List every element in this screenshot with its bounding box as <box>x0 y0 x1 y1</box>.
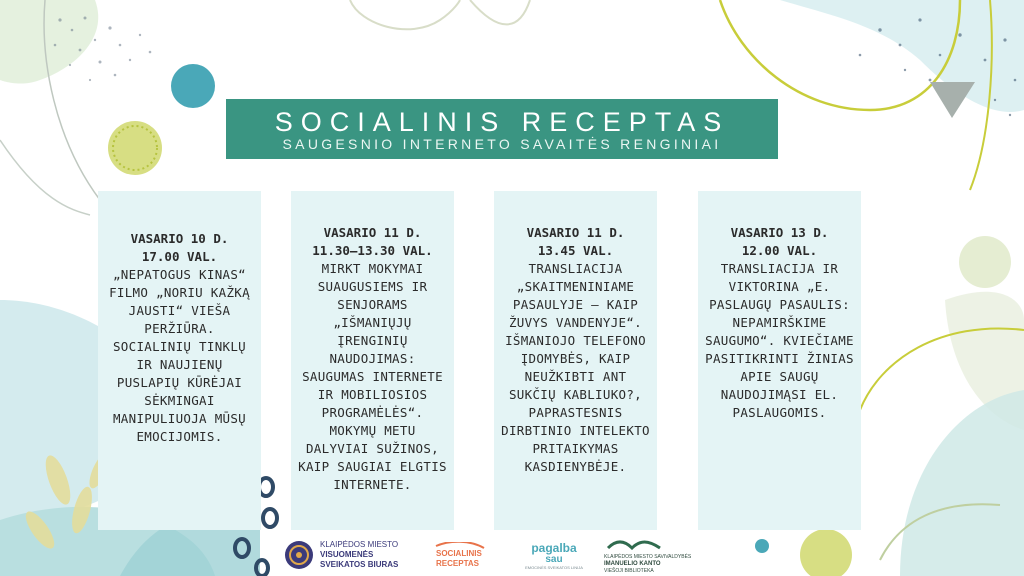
pagalba-line1: pagalba <box>531 541 577 555</box>
library-line2: IMANUELIO KANTO <box>604 561 661 567</box>
event-time: 13.45 VAL. <box>537 243 614 258</box>
partner-logos <box>280 538 700 576</box>
event-time: 17.00 VAL. <box>141 249 218 264</box>
logo-pagalba-sau <box>524 542 584 571</box>
pagalba-tag: EMOCINĖS SVEIKATOS LINIJA <box>525 565 583 570</box>
event-date: VASARIO 11 D. <box>526 225 625 240</box>
teal-dot-icon <box>171 64 215 108</box>
event-description: TRANSLIACIJA „SKAITMENINIAME PASAULYJE – KAIP ŽUVYS VANDENYJE“. IŠMANIOJO TELEFONO ĮDOMYBĖS, KAIP NEUŽKIBTI ANT SUKČIŲ KABLIUKO?, PAPRASTESNIS DIRBTINIO INTELEKTO PRITAIKYMAS KASDIENYBĖJE. <box>501 261 650 474</box>
receptas-line2: RECEPTAS <box>436 559 479 568</box>
header-banner <box>226 99 778 159</box>
kvsb-emblem-icon <box>284 540 314 570</box>
event-description: „NEPATOGUS KINAS“ FILMO „NORIU KAŽKĄ JAUSTI“ VIEŠA PERŽIŪRA. SOCIALINIŲ TINKLŲ IR NAUJIENŲ PUSLAPIŲ KŪRĖJAI SĖKMINGAI MANIPULIUOJA MŪSŲ EMOCIJOMIS. <box>109 267 250 444</box>
kvsb-line2: VISUOMENĖS <box>320 550 374 559</box>
event-card-1 <box>98 191 261 530</box>
event-date: VASARIO 11 D. <box>323 225 422 240</box>
event-date: VASARIO 10 D. <box>130 231 229 246</box>
page-subtitle: SAUGESNIO INTERNETO SAVAITĖS RENGINIAI <box>282 136 722 152</box>
kvsb-line1: KLAIPĖDOS MIESTO <box>320 540 399 549</box>
event-card-3 <box>494 191 657 530</box>
event-time: 11.30–13.30 VAL. <box>312 243 433 258</box>
page-title: SOCIALINIS RECEPTAS <box>274 107 730 137</box>
event-date: VASARIO 13 D. <box>730 225 829 240</box>
pagalba-line2: sau <box>545 554 563 565</box>
library-line1: KLAIPĖDOS MIESTO SAVIVALDYBĖS <box>604 554 692 560</box>
event-card-4 <box>698 191 861 530</box>
event-description: MIRKT MOKYMAI SUAUGUSIEMS IR SENJORAMS „IŠMANIŲJŲ ĮRENGINIŲ NAUDOJIMAS: SAUGUMAS INTERNETE IR MOBILIOSIOS PROGRAMĖLĖS“. MOKYMŲ METU DALYVIAI SUŽINOS, KAIP SAUGIAI ELGTIS INTERNETE. <box>298 261 447 492</box>
event-card-2 <box>291 191 454 530</box>
pebble-icon <box>930 82 975 118</box>
kvsb-line3: SVEIKATOS BIURAS <box>320 560 399 569</box>
event-time: 12.00 VAL. <box>741 243 818 258</box>
library-wave-icon <box>606 540 662 552</box>
event-description: TRANSLIACIJA IR VIKTORINA „E. PASLAUGŲ PASAULIS: NEPAMIRŠKIME SAUGUMO“. KVIEČIAME PASITIKRINTI ŽINIAS APIE SAUGŲ NAUDOJIMĄSI EL. PASLAUGOMIS. <box>705 261 854 420</box>
receptas-line1: SOCIALINIS <box>436 549 482 558</box>
library-line3: VIEŠOJI BIBLIOTEKA <box>604 568 654 574</box>
